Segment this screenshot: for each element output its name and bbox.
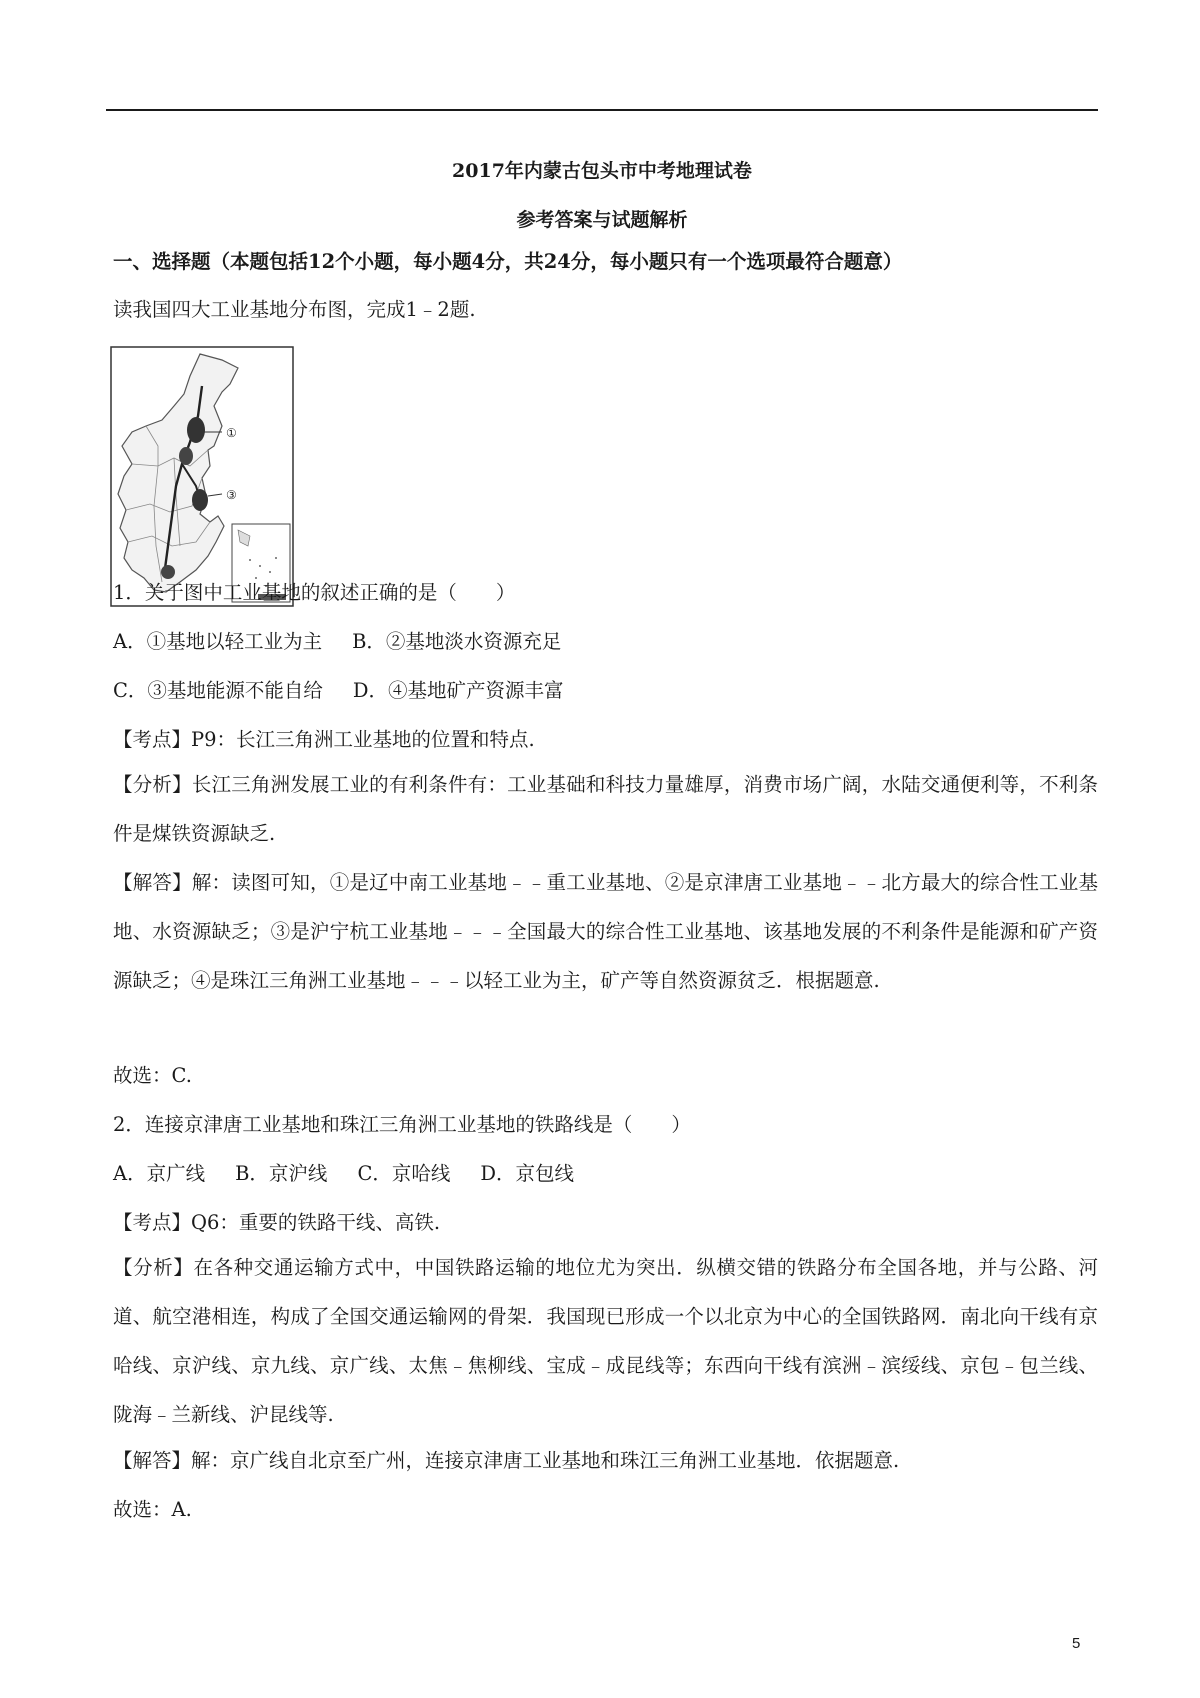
base-1-area bbox=[187, 417, 205, 443]
q2-option-c: C．京哈线 bbox=[357, 1162, 451, 1185]
q1-option-b: B．②基地淡水资源充足 bbox=[352, 630, 562, 653]
q2-stem: 2．连接京津唐工业基地和珠江三角洲工业基地的铁路线是（ ） bbox=[113, 1113, 691, 1136]
q1-option-c: C．③基地能源不能自给 bbox=[113, 679, 323, 702]
base-3-area bbox=[192, 489, 208, 511]
q1-options-ab bbox=[113, 628, 1098, 656]
q2-kaodian: 【考点】Q6：重要的铁路干线、高铁. bbox=[113, 1211, 441, 1234]
q2-fenxi: 【分析】在各种交通运输方式中，中国铁路运输的地位尤为突出．纵横交错的铁路分布全国各地，并与公路、河道、航空港相连，构成了全国交通运输网的骨架．我国现已形成一个以北京为中心的全国铁路网．南北向干线有京哈线、京沪线、京九线、京广线、太焦﹣焦柳线、宝成﹣成昆线等；东西向干线有滨洲﹣滨绥线、京包﹣包兰线、陇海﹣兰新线、沪昆线等. bbox=[113, 1256, 1098, 1426]
q1-answer: 故选：C. bbox=[113, 1064, 192, 1087]
q1-option-d: D．④基地矿产资源丰富 bbox=[352, 679, 564, 702]
q1-kaodian: 【考点】P9：长江三角洲工业基地的位置和特点. bbox=[113, 728, 535, 751]
page-number: 5 bbox=[1072, 1635, 1081, 1652]
q2-option-a: A．京广线 bbox=[113, 1162, 206, 1185]
header-rule bbox=[106, 109, 1098, 111]
q1-jieda: 【解答】解：读图可知，①是辽中南工业基地﹣﹣重工业基地、②是京津唐工业基地﹣﹣北方最大的综合性工业基地、水资源缺乏；③是沪宁杭工业基地﹣﹣﹣全国最大的综合性工业基地、该基地发展的不利条件是能源和矿产资源缺乏；④是珠江三角洲工业基地﹣﹣﹣以轻工业为主，矿产等自然资源贫乏．根据题意. bbox=[113, 871, 1098, 992]
q2-answer: 故选：A. bbox=[113, 1498, 192, 1521]
section-intro: 读我国四大工业基地分布图，完成1﹣2题. bbox=[113, 298, 476, 321]
page-title: 2017年内蒙古包头市中考地理试卷 bbox=[452, 160, 752, 182]
q1-options-cd bbox=[113, 677, 1098, 705]
q2-option-d: D．京包线 bbox=[480, 1162, 574, 1185]
q1-fenxi: 【分析】长江三角洲发展工业的有利条件有：工业基础和科技力量雄厚，消费市场广阔，水陆交通便利等，不利条件是煤铁资源缺乏. bbox=[113, 773, 1098, 845]
q2-jieda: 【解答】解：京广线自北京至广州，连接京津唐工业基地和珠江三角洲工业基地．依据题意. bbox=[113, 1449, 900, 1472]
base-2-area bbox=[179, 447, 193, 465]
industrial-bases-map bbox=[110, 346, 295, 608]
q1-option-a: A．①基地以轻工业为主 bbox=[113, 630, 323, 653]
map-label-3: ③ bbox=[226, 488, 237, 502]
page-subtitle: 参考答案与试题解析 bbox=[516, 209, 688, 231]
q2-options bbox=[113, 1160, 1098, 1188]
map-label-1: ① bbox=[226, 426, 237, 440]
q2-option-b: B．京沪线 bbox=[235, 1162, 328, 1185]
base-4-area bbox=[161, 565, 175, 579]
q1-stem: 1．关于图中工业基地的叙述正确的是（ ） bbox=[113, 581, 516, 604]
section-heading: 一、选择题（本题包括12个小题，每小题4分，共24分，每小题只有一个选项最符合题意） bbox=[113, 250, 903, 273]
